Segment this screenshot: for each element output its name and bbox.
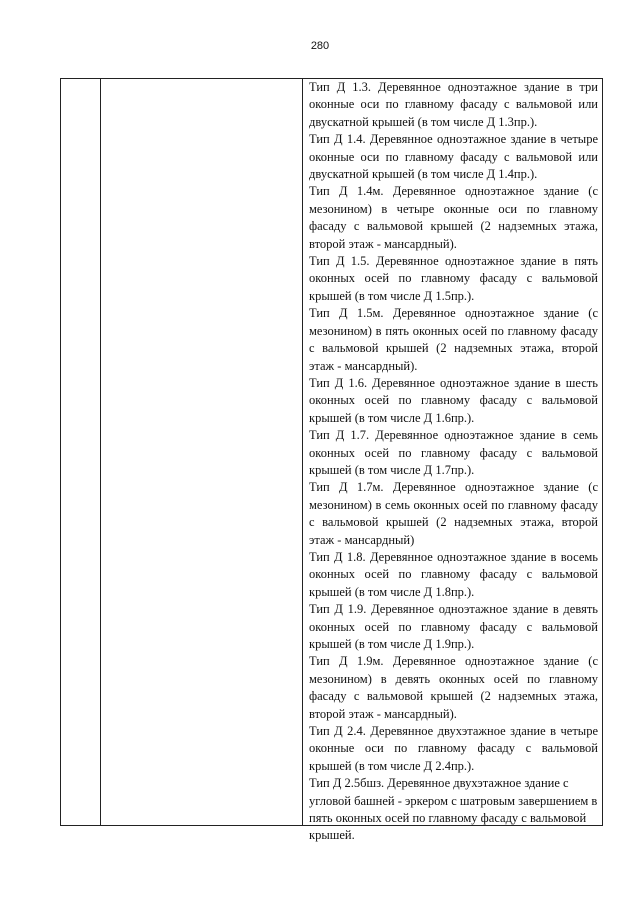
building-type-entry: Тип Д 1.5м. Деревянное одноэтажное здание (с мезонином) в пять оконных осей по главному фасаду с вальмовой крышей (2 надземных этажа, второй этаж - мансардный). [309, 306, 598, 373]
building-type-entry: Тип Д 1.4м. Деревянное одноэтажное здание (с мезонином) в четыре оконные оси по главному фасаду с вальмовой крышей (2 надземных этажа, второй этаж - мансардный). [309, 184, 598, 251]
building-type-entry: Тип Д 2.4. Деревянное двухэтажное здание в четыре оконные оси по главному фасаду с вальмовой крышей (в том числе Д 2.4пр.). [309, 724, 598, 773]
building-type-entry: Тип Д 1.4. Деревянное одноэтажное здание в четыре оконные оси по главному фасаду с вальмовой или двускатной крышей (в том числе Д 1.4пр.). [309, 132, 598, 182]
building-type-entry: Тип Д 1.6. Деревянное одноэтажное здание в шесть оконных осей по главному фасаду с вальмовой крышей (в том числе Д 1.6пр.). [309, 375, 598, 425]
column-divider-1 [100, 79, 101, 825]
building-type-entry: Тип Д 1.8. Деревянное одноэтажное здание в восемь оконных осей по главному фасаду с вальмовой крышей (в том числе Д 1.8пр.). [309, 549, 598, 599]
building-type-entry: Тип Д 2.5бшз. Деревянное двухэтажное здание с угловой башней - эркером с шатровым завершением в пять оконных осей по главному фасаду с вальмовой крышей. [309, 776, 598, 843]
document-table [60, 78, 603, 843]
building-type-entry: Тип Д 1.7. Деревянное одноэтажное здание в семь оконных осей по главному фасаду с вальмовой крышей (в том числе Д 1.7пр.). [309, 428, 598, 477]
page-number: 280 [310, 40, 330, 52]
building-type-entry: Тип Д 1.7м. Деревянное одноэтажное здание (с мезонином) в семь оконных осей по главному фасаду с вальмовой крышей (2 надземных этажа, второй этаж - мансардный) [309, 480, 598, 547]
building-type-entry: Тип Д 1.9м. Деревянное одноэтажное здание (с мезонином) в девять оконных осей по главному фасаду с вальмовой крышей (2 надземных этажа, второй этаж - мансардный). [309, 654, 598, 721]
building-type-entry: Тип Д 1.5. Деревянное одноэтажное здание в пять оконных осей по главному фасаду с вальмовой крышей (в том числе Д 1.5пр.). [309, 254, 598, 303]
column-divider-2 [302, 79, 303, 825]
building-type-entry: Тип Д 1.3. Деревянное одноэтажное здание в три оконные оси по главному фасаду с вальмовой или двускатной крышей (в том числе Д 1.3пр.). [309, 80, 598, 129]
building-type-entry: Тип Д 1.9. Деревянное одноэтажное здание в девять оконных осей по главному фасаду с вальмовой крышей (в том числе Д 1.9пр.). [309, 602, 598, 651]
description-column [309, 79, 598, 845]
